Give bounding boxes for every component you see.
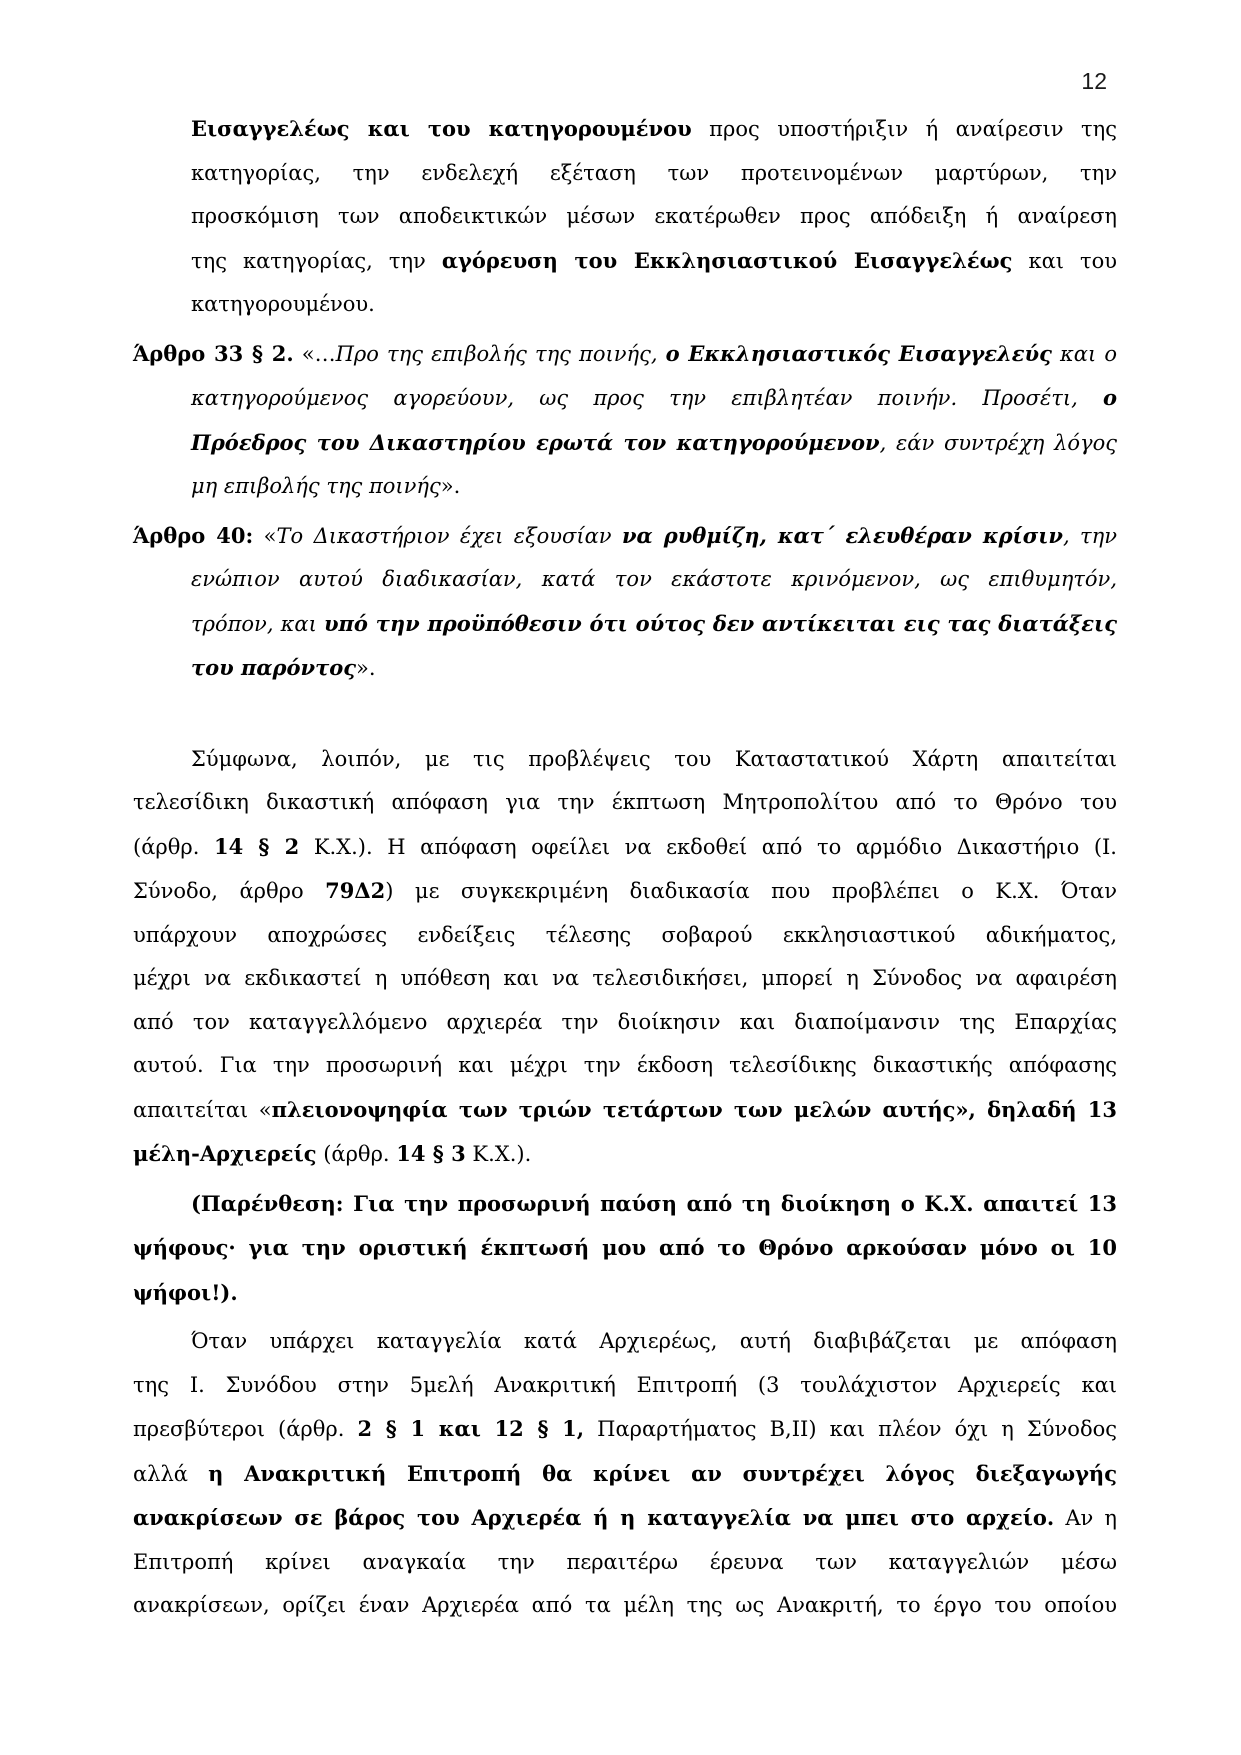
text-line	[133, 239, 1117, 284]
text-line	[133, 1001, 1117, 1045]
text-run: Παραρτήματος Β,ΙΙ) και πλέον όχι η Σύνοδος	[584, 1417, 1117, 1441]
text-line	[133, 1364, 1117, 1408]
text-run: Σύνοδο, άρθρο	[133, 879, 326, 903]
text-run: ψήφοι!).	[133, 1279, 238, 1305]
text-run: ».	[440, 474, 461, 498]
text-run: αυτού. Για την προσωρινή και μέχρι την έκδοση τελεσίδικης δικαστικής απόφασης	[133, 1053, 1117, 1077]
text-run: Προ της επιβολής της ποινής,	[335, 341, 666, 366]
text-run: ενώπιον αυτού διαδικασίαν, κατά τον εκάστοτε κρινόμενον, ως επιθυμητόν,	[191, 567, 1117, 591]
text-run: ανακρίσεων σε βάρος του Αρχιερέα ή η καταγγελία να μπει στο αρχείο.	[133, 1505, 1055, 1530]
text-line	[133, 1271, 1117, 1316]
text-run: απαιτείται «	[133, 1097, 272, 1122]
text-run: τρόπον, και	[191, 611, 324, 636]
text-run: από τον καταγγελλόμενο αρχιερέα την διοίκησιν και διαποίμανσιν της Επαρχίας	[133, 1009, 1117, 1034]
text-run: πρεσβύτεροι (άρθρ.	[133, 1417, 358, 1441]
text-run: ψήφους· για την οριστική έκπτωσή μου από το Θρόνο αρκούσαν μόνο οι 10	[133, 1235, 1117, 1260]
text-run: κατηγορίας, την ενδελεχή εξέταση των προτεινομένων μαρτύρων, την	[191, 160, 1117, 185]
text-run: τελεσίδικη δικαστική απόφαση για την έκπτωση Μητροπολίτου από το Θρόνο του	[133, 790, 1117, 814]
text-run: προς υποστήριξιν ή αναίρεσιν της	[691, 117, 1117, 141]
text-line	[133, 1226, 1117, 1271]
text-run: Επιτροπή κρίνει αναγκαία την περαιτέρω έρευνα των καταγγελιών μέσω	[133, 1549, 1117, 1574]
text-run: 2 § 1 και 12 § 1,	[357, 1416, 585, 1441]
text-run: αγόρευση του Εκκλησιαστικού Εισαγγελέως	[441, 247, 1013, 273]
text-run: μέλη-Αρχιερείς	[133, 1141, 317, 1166]
text-run: 14 § 3	[396, 1141, 466, 1166]
arthro-40-paragraph	[133, 514, 1117, 691]
text-line	[133, 869, 1117, 914]
text-run: Όταν υπάρχει καταγγελία κατά Αρχιερέως, αυτή διαβιβάζεται με απόφαση	[191, 1329, 1117, 1353]
text-run: υπό την προϋπόθεσιν ότι ούτος δεν αντίκειται εις τας διατάξεις	[323, 610, 1118, 636]
text-line	[133, 1541, 1117, 1585]
otan-yparchei-paragraph	[133, 1320, 1117, 1628]
text-line	[133, 283, 1117, 327]
document-content	[133, 107, 1117, 1633]
text-run: ».	[356, 656, 376, 680]
text-run: ) με συγκεκριμένη διαδικασία που προβλέπει ο Κ.Χ. Όταν	[385, 879, 1117, 903]
text-run: Εισαγγελέως και του κατηγορουμένου	[191, 116, 692, 141]
text-run: (άρθρ.	[316, 1142, 397, 1166]
text-run: (άρθρ.	[133, 834, 214, 859]
text-run: «	[253, 523, 277, 548]
text-line	[133, 957, 1117, 1001]
text-line	[133, 1132, 1117, 1177]
text-run: και ο	[1051, 341, 1117, 366]
text-line	[133, 152, 1117, 196]
arthro-33-par-2-paragraph	[133, 332, 1117, 509]
text-line	[133, 1088, 1117, 1133]
text-run: της κατηγορίας, την	[191, 248, 442, 273]
text-line	[133, 1584, 1117, 1628]
text-run: η Ανακριτική Επιτροπή θα κρίνει αν συντρέχει λόγος διεξαγωγής	[208, 1460, 1117, 1486]
text-run: Αν η	[1054, 1506, 1117, 1530]
parenthesi-paragraph	[133, 1182, 1117, 1316]
symfona-paragraph	[133, 738, 1117, 1177]
text-run: Πρόεδρος του Δικαστηρίου ερωτά τον κατηγορούμενον	[191, 429, 880, 455]
page-number: 12	[1081, 68, 1107, 94]
text-run: , την	[1062, 523, 1117, 548]
text-run: να ρυθμίζη, κατ΄ ελευθέραν κρίσιν	[621, 522, 1063, 548]
text-line	[133, 195, 1117, 239]
text-line	[133, 376, 1117, 421]
text-run: Κ.Χ.).	[465, 1142, 532, 1166]
text-line	[133, 646, 1117, 691]
text-run: «…	[293, 341, 336, 366]
text-run: Άρθρο 40:	[133, 522, 254, 548]
blank-line	[133, 696, 1117, 738]
text-line	[133, 421, 1117, 466]
text-run: 14 § 2	[213, 833, 300, 859]
text-run: της Ι. Συνόδου στην 5μελή Ανακριτική Επιτροπή (3 τουλάχιστον Αρχιερείς και	[133, 1372, 1117, 1397]
text-line	[133, 602, 1117, 647]
text-line	[133, 465, 1117, 509]
text-run: υπάρχουν αποχρώσες ενδείξεις τέλεσης σοβαρού εκκλησιαστικού αδικήματος,	[133, 922, 1117, 947]
text-run: μέχρι να εκδικαστεί η υπόθεση και να τελεσιδικήσει, μπορεί η Σύνοδος να αφαιρέση	[133, 966, 1117, 990]
text-line	[133, 1182, 1117, 1227]
text-line	[133, 1496, 1117, 1541]
text-line	[133, 107, 1117, 152]
text-run: μη επιβολής της ποινής	[191, 474, 441, 498]
text-run: κατηγορούμενος αγορεύουν, ως προς την επιβλητέαν ποινήν. Προσέτι,	[191, 386, 1103, 410]
text-run: αλλά	[133, 1461, 209, 1486]
text-run: του παρόντος	[191, 655, 357, 680]
text-run: Το Δικαστήριον έχει εξουσίαν	[276, 523, 622, 548]
text-line	[133, 558, 1117, 602]
text-run: (Παρένθεση: Για την προσωρινή παύση από τη διοίκηση ο Κ.Χ. απαιτεί 13	[191, 1190, 1117, 1216]
text-line	[133, 1320, 1117, 1364]
text-run: κατηγορουμένου.	[191, 292, 375, 316]
text-line	[133, 738, 1117, 782]
text-run: ο Εκκλησιαστικός Εισαγγελεύς	[665, 340, 1052, 366]
text-line	[133, 332, 1117, 377]
text-run: και του	[1012, 248, 1118, 273]
text-run: ο	[1102, 385, 1117, 410]
text-run: Άρθρο 33 § 2.	[133, 340, 294, 366]
text-line	[133, 1452, 1117, 1497]
text-run: προσκόμιση των αποδεικτικών μέσων εκατέρωθεν προς απόδειξη ή αναίρεση	[191, 204, 1117, 228]
text-run: Σύμφωνα, λοιπόν, με τις προβλέψεις του Καταστατικού Χάρτη απαιτείται	[191, 746, 1117, 771]
text-line	[133, 781, 1117, 825]
text-run: ανακρίσεων, ορίζει έναν Αρχιερέα από τα μέλη της ως Ανακριτή, το έργο του οποίου	[133, 1593, 1117, 1617]
text-line	[133, 1044, 1117, 1088]
text-line	[133, 914, 1117, 958]
text-line	[133, 825, 1117, 870]
text-run: , εάν συντρέχη λόγος	[879, 430, 1117, 455]
text-line	[133, 514, 1117, 559]
text-run: 79Δ2	[325, 878, 386, 903]
text-run: πλειονοψηφία των τριών τετάρτων των μελών αυτής», δηλαδή 13	[271, 1096, 1117, 1122]
continuation-quote-paragraph	[133, 107, 1117, 327]
text-run: Κ.Χ.). Η απόφαση οφείλει να εκδοθεί από το αρμόδιο Δικαστήριο (Ι.	[299, 834, 1117, 859]
text-line	[133, 1407, 1117, 1452]
